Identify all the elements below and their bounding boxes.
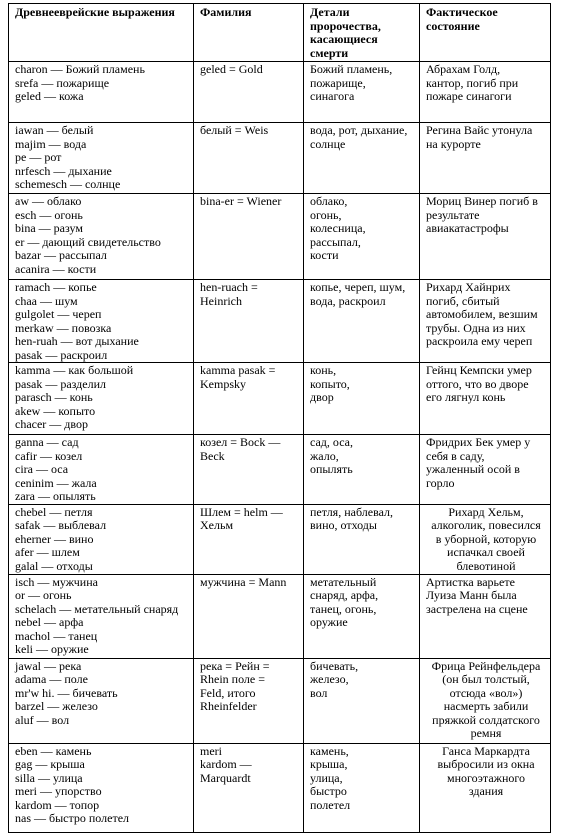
fact-line: трубы. Одна из них xyxy=(426,320,526,335)
header-line: смерти xyxy=(310,45,349,60)
prophecy-line: рассыпал, xyxy=(310,234,361,249)
fact-line: Луиза Манн была xyxy=(426,588,517,602)
prophecy-line: огонь, xyxy=(310,207,342,222)
expression-line: afer — шлем xyxy=(15,545,80,559)
expression-line: pasak — разделил xyxy=(15,376,107,391)
cell-prophecy xyxy=(304,280,420,363)
fact-line: горло xyxy=(426,475,455,490)
table-row xyxy=(9,435,551,505)
header-line: Фамилия xyxy=(200,5,252,19)
prophecy-line: быстро xyxy=(310,784,347,798)
cell-prophecy xyxy=(304,743,420,832)
surname-line: Шлем = helm — xyxy=(200,504,283,519)
cell-expressions xyxy=(9,123,194,194)
expression-line: cira — оса xyxy=(15,462,69,476)
prophecy-line: оружие xyxy=(310,615,348,629)
prophecy-line: облако, xyxy=(310,194,348,208)
expression-line: pasak — раскроил xyxy=(15,347,108,362)
prophecy-line: жало, xyxy=(310,448,339,463)
cell-expressions xyxy=(9,62,194,123)
prophecy-line: колесница, xyxy=(310,221,366,235)
table-row xyxy=(9,62,551,123)
cell-surname xyxy=(194,504,304,574)
surname-line: hen-ruach = xyxy=(200,280,258,294)
expression-line: er — дающий свидетельство xyxy=(15,234,161,249)
fact-line: пряжкой солдатского xyxy=(432,712,540,727)
expression-line: iawan — белый xyxy=(15,123,94,137)
expression-line: gag — крыша xyxy=(15,757,85,771)
expression-line: geled — кожа xyxy=(15,89,84,103)
table-row xyxy=(9,574,551,658)
prophecy-line: вол xyxy=(310,685,328,700)
header-row xyxy=(9,4,551,62)
fact-line: застрелена на сцене xyxy=(426,601,528,616)
expression-line: eben — камень xyxy=(15,743,92,758)
cell-surname xyxy=(194,62,304,123)
fact-line: Фридрих Бек умер у xyxy=(426,435,531,449)
prophecy-line: крыша, xyxy=(310,757,348,771)
cell-fact xyxy=(420,743,551,832)
fact-line: кантор, погиб при xyxy=(426,75,519,90)
cell-fact xyxy=(420,280,551,363)
surname-line: Хельм xyxy=(200,518,234,532)
fact-line: испачкал своей xyxy=(447,545,525,559)
cell-prophecy xyxy=(304,504,420,574)
fact-line: в уборной, которую xyxy=(435,531,537,546)
surname-line: kardom — xyxy=(200,757,252,771)
table-body xyxy=(9,62,551,833)
expression-line: galal — отходы xyxy=(15,558,93,573)
cell-surname xyxy=(194,435,304,505)
fact-line: авиакатастрофы xyxy=(426,221,509,235)
fact-line: Рихард Хайнрих xyxy=(426,280,511,294)
fact-line: автомобилем, везшим xyxy=(426,307,538,321)
expression-line: silla — улица xyxy=(15,770,83,785)
expression-line: hen-ruah — вот дыхание xyxy=(15,334,139,348)
expression-line: chebel — петля xyxy=(15,504,93,519)
expression-line: aw — облако xyxy=(15,194,82,208)
expression-line: merkaw — повозка xyxy=(15,320,112,335)
cell-fact xyxy=(420,62,551,123)
expression-line: cafir — козел xyxy=(15,448,83,463)
expression-line: chacer — двор xyxy=(15,417,88,431)
cell-fact xyxy=(420,194,551,280)
expression-line: ganna — сад xyxy=(15,435,79,449)
column-header-surname xyxy=(194,4,304,62)
prophecy-line: солнце xyxy=(310,136,346,151)
prophecy-line: танец, огонь, xyxy=(310,601,377,616)
prophecy-line: камень, xyxy=(310,743,349,758)
prophecy-line: вода, раскроил xyxy=(310,293,386,308)
surname-line: Kempsky xyxy=(200,376,246,391)
prophecy-line: копыто, xyxy=(310,376,350,391)
prophecy-line: снаряд, арфа, xyxy=(310,588,379,602)
column-header-prophecy xyxy=(304,4,420,62)
fact-line: насмерть забили xyxy=(443,699,529,713)
expression-line: nebel — арфа xyxy=(15,615,84,629)
cell-surname xyxy=(194,280,304,363)
cell-expressions xyxy=(9,280,194,363)
fact-line: Мориц Винер погиб в xyxy=(426,194,538,208)
expression-line: esch — огонь xyxy=(15,207,83,222)
prophecy-line: двор xyxy=(310,390,334,404)
expression-line: jawal — река xyxy=(15,658,82,673)
cell-fact xyxy=(420,435,551,505)
prophecy-line: петля, наблевал, xyxy=(310,504,393,519)
fact-line: Рихард Хельм, xyxy=(448,504,524,519)
cell-expressions xyxy=(9,194,194,280)
surname-line: козел = Bock — xyxy=(200,435,281,449)
cell-prophecy xyxy=(304,123,420,194)
surname-line: meri xyxy=(200,743,222,758)
expression-line: acanira — кости xyxy=(15,261,97,276)
fact-line: Регина Вайс утонула xyxy=(426,123,533,137)
expression-line: parasch — конь xyxy=(15,390,93,404)
prophecy-line: метательный xyxy=(310,574,377,589)
fact-line: (он был толстый, xyxy=(442,672,530,686)
cell-fact xyxy=(420,363,551,435)
fact-line: выбросили из окна xyxy=(437,757,535,771)
table-row xyxy=(9,658,551,743)
header-line: состояние xyxy=(426,18,480,33)
cell-fact xyxy=(420,504,551,574)
expression-line: ramach — копье xyxy=(15,280,97,294)
surname-line: kamma pasak = xyxy=(200,363,276,377)
fact-line: результате xyxy=(426,207,480,222)
cell-expressions xyxy=(9,363,194,435)
cell-fact xyxy=(420,658,551,743)
fact-line: блевотиной xyxy=(456,558,516,573)
cell-fact xyxy=(420,574,551,658)
surname-line: Feld, итого xyxy=(200,685,256,700)
expression-line: gulgolet — череп xyxy=(15,307,102,321)
table-row xyxy=(9,123,551,194)
prophecy-line: полетел xyxy=(310,797,351,812)
expression-line: bina — разум xyxy=(15,221,83,235)
expression-line: meri — упорство xyxy=(15,784,102,798)
expression-line: machol — танец xyxy=(15,628,98,643)
expression-line: srefa — пожарище xyxy=(15,75,110,90)
cell-surname xyxy=(194,743,304,832)
prophecy-line: железо, xyxy=(310,672,349,686)
cell-prophecy xyxy=(304,574,420,658)
fact-line: пожаре синагоги xyxy=(426,89,512,103)
cell-surname xyxy=(194,658,304,743)
expression-line: safak — выблевал xyxy=(15,518,107,532)
cell-surname xyxy=(194,194,304,280)
column-header-fact xyxy=(420,4,551,62)
expression-line: schelach — метательный снаряд xyxy=(15,601,179,616)
expression-line: majim — вода xyxy=(15,136,87,151)
prophecy-line: улица, xyxy=(310,770,343,785)
expression-line: charon — Божий пламень xyxy=(15,62,145,76)
header-line: Фактическое xyxy=(426,5,498,19)
fact-line: ужаленный осой в xyxy=(426,462,520,476)
prophecy-line: конь, xyxy=(310,363,337,377)
expression-line: kamma — как большой xyxy=(15,363,134,377)
fact-line: здания xyxy=(468,784,504,798)
cell-prophecy xyxy=(304,658,420,743)
fact-line: многоэтажного xyxy=(447,770,525,785)
fact-line: Фрица Рейнфельдера xyxy=(431,658,541,673)
prophecy-line: опылять xyxy=(310,462,353,476)
expression-line: akew — копыто xyxy=(15,403,96,418)
fact-line: ремня xyxy=(470,726,502,740)
surname-line: geled = Gold xyxy=(200,62,263,76)
expression-line: chaa — шум xyxy=(15,293,78,308)
fact-line: себя в саду, xyxy=(426,448,485,463)
fact-line: на курорте xyxy=(426,136,481,151)
prophecy-line: бичевать, xyxy=(310,658,359,673)
expression-line: nas — быстро полетел xyxy=(15,811,130,825)
expression-line: nrfesch — дыхание xyxy=(15,163,112,178)
table-row xyxy=(9,363,551,435)
header-line: Детали xyxy=(310,5,350,19)
fact-line: Артистка варьете xyxy=(426,574,515,589)
cell-fact xyxy=(420,123,551,194)
surname-line: мужчина = Mann xyxy=(200,574,287,589)
expression-line: adama — поле xyxy=(15,672,88,686)
fact-line: раскроила ему череп xyxy=(426,334,533,348)
table-row xyxy=(9,504,551,574)
cell-prophecy xyxy=(304,62,420,123)
surname-line: Marquardt xyxy=(200,770,251,785)
expression-line: zara — опылять xyxy=(15,489,96,503)
expression-line: or — огонь xyxy=(15,588,72,602)
cell-expressions xyxy=(9,743,194,832)
cell-expressions xyxy=(9,435,194,505)
cell-prophecy xyxy=(304,363,420,435)
expression-line: bazar — рассыпал xyxy=(15,248,107,262)
table-row xyxy=(9,743,551,832)
header-line: Древнееврейские выражения xyxy=(15,5,175,19)
fact-line: отсюда «вол») xyxy=(449,685,523,700)
cell-expressions xyxy=(9,658,194,743)
cell-surname xyxy=(194,363,304,435)
prophecy-line: Божий пламень, xyxy=(310,62,393,76)
expression-line: pe — рот xyxy=(15,150,62,164)
cell-expressions xyxy=(9,504,194,574)
expression-line: schemesch — солнце xyxy=(15,177,121,191)
surname-line: bina-er = Wiener xyxy=(200,194,282,208)
expression-line: kardom — топор xyxy=(15,797,100,812)
table-header xyxy=(9,4,551,62)
fact-line: алкоголик, повесился xyxy=(431,518,541,532)
expression-line: ceninim — жала xyxy=(15,475,97,490)
prophecy-line: копье, череп, шум, xyxy=(310,280,406,294)
prophecy-line: синагога xyxy=(310,89,355,103)
fact-line: Гейнц Кемпски умер xyxy=(426,363,532,377)
prophecy-line: сад, оса, xyxy=(310,435,354,449)
fact-line: его лягнул конь xyxy=(426,390,506,404)
cell-expressions xyxy=(9,574,194,658)
expression-line: mr'w hi. — бичевать xyxy=(15,685,118,700)
surname-line: Rhein поле = xyxy=(200,672,266,686)
prophecy-line: пожарище, xyxy=(310,75,366,90)
surname-line: Beck xyxy=(200,448,225,463)
prophecy-line: кости xyxy=(310,248,339,262)
fact-line: Абрахам Голд, xyxy=(426,62,501,76)
cell-surname xyxy=(194,574,304,658)
table-row xyxy=(9,194,551,280)
header-line: касающиеся xyxy=(310,32,378,46)
surname-line: Heinrich xyxy=(200,293,242,308)
expression-line: aluf — вол xyxy=(15,712,70,727)
cell-prophecy xyxy=(304,194,420,280)
column-header-expressions xyxy=(9,4,194,62)
cell-surname xyxy=(194,123,304,194)
fact-line: погиб, сбитый xyxy=(426,293,500,308)
expression-line: keli — оружие xyxy=(15,642,89,656)
expression-line: isch — мужчина xyxy=(15,574,98,589)
surname-line: Rheinfelder xyxy=(200,699,257,713)
header-line: пророчества, xyxy=(310,18,381,33)
cell-prophecy xyxy=(304,435,420,505)
fact-line: Ганса Маркардта xyxy=(442,743,530,758)
expression-line: barzel — железо xyxy=(15,699,98,713)
fact-line: оттого, что во дворе xyxy=(426,376,529,391)
expression-line: eherner — вино xyxy=(15,531,94,546)
prophecy-line: вода, рот, дыхание, xyxy=(310,123,408,137)
prophecy-line: вино, отходы xyxy=(310,518,377,532)
table-row xyxy=(9,280,551,363)
prophecy-table xyxy=(8,3,551,833)
surname-line: белый = Weis xyxy=(200,123,269,137)
surname-line: река = Рейн = xyxy=(200,658,270,673)
